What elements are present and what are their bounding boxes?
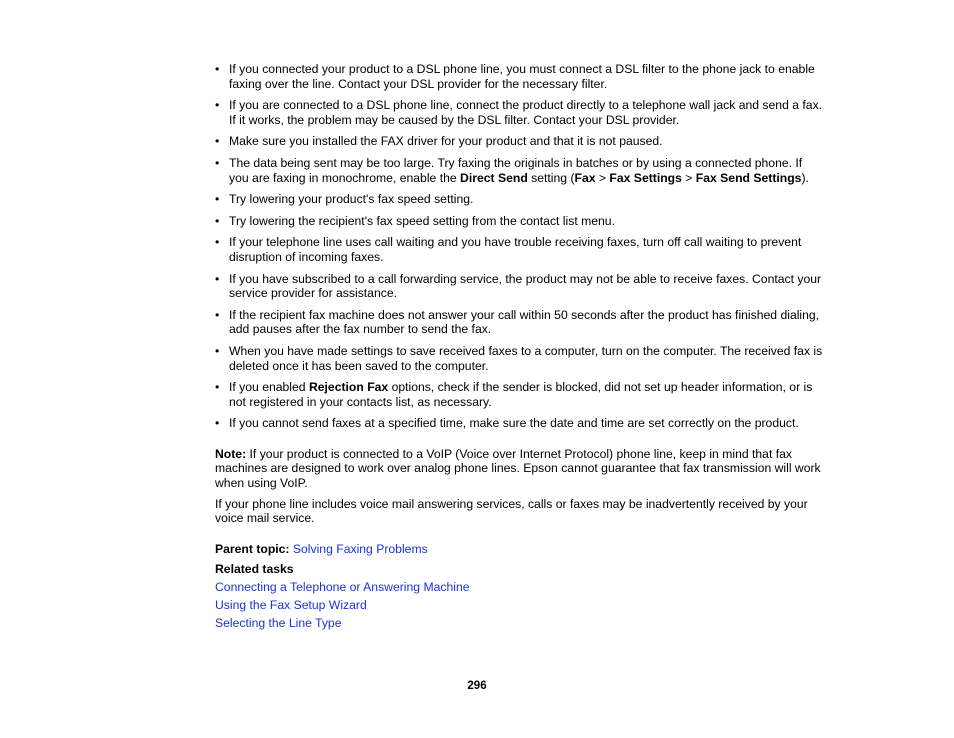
related-tasks-heading: Related tasks — [215, 562, 294, 577]
bullet-text: If your telephone line uses call waiting and you have trouble receiving faxes, turn off call waiting to prevent disruption of incoming faxes. — [229, 235, 802, 264]
bold-term-fax-settings: Fax Settings — [609, 170, 682, 185]
bullet-text: Try lowering the recipient's fax speed setting from the contact list menu. — [229, 213, 615, 228]
troubleshooting-list — [215, 62, 825, 431]
list-item — [215, 62, 825, 91]
list-item — [215, 214, 825, 229]
note-text: If your product is connected to a VoIP (Voice over Internet Protocol) phone line, keep in mind that fax machines are designed to work over analog phone lines. Epson cannot guarantee that fax transmission will work when using VoIP. — [215, 446, 821, 491]
list-item — [215, 416, 825, 431]
bullet-text: Try lowering your product's fax speed setting. — [229, 192, 474, 207]
bullet-text-part: If you enabled — [229, 380, 309, 395]
bullet-glyph: • — [215, 235, 220, 250]
bullet-text: If you connected your product to a DSL phone line, you must connect a DSL filter to the phone jack to enable faxing over the line. Contact your DSL provider for the necessary filter. — [229, 62, 815, 91]
bullet-glyph: • — [215, 192, 220, 207]
related-task-link-selecting-line-type[interactable]: Selecting the Line Type — [215, 616, 342, 631]
page-number: 296 — [467, 680, 487, 692]
parent-topic-link[interactable]: Solving Faxing Problems — [292, 541, 428, 556]
bullet-text-part: ). — [801, 170, 809, 185]
bullet-glyph: • — [215, 134, 220, 149]
list-item — [215, 235, 825, 264]
bullet-text: If the recipient fax machine does not answer your call within 50 seconds after the product has finished dialing, add pauses after the fax number to send the fax. — [229, 307, 820, 337]
bullet-text-part: options, check if the sender is blocked, did not set up header information, or is not registered in your contacts list, as necessary. — [229, 380, 813, 409]
related-task-link-connecting-telephone[interactable]: Connecting a Telephone or Answering Machine — [215, 580, 470, 595]
bullet-text — [229, 380, 812, 409]
bold-term-direct-send: Direct Send — [460, 170, 528, 185]
bold-term-rejection-fax: Rejection Fax — [308, 380, 389, 395]
note-label: Note: — [215, 446, 247, 461]
bullet-glyph: • — [215, 155, 220, 170]
bullet-text: When you have made settings to save received faxes to a computer, turn on the computer. The received fax is deleted once it has been saved to the computer. — [229, 343, 823, 373]
bullet-glyph: • — [215, 271, 220, 286]
list-item — [215, 192, 825, 207]
document-body — [215, 62, 825, 634]
bullet-glyph: • — [215, 416, 220, 431]
list-item — [215, 98, 825, 127]
list-item — [215, 344, 825, 373]
bullet-text: If you are connected to a DSL phone line, connect the product directly to a telephone wall jack and send a fax. If it works, the problem may be caused by the DSL filter. Contact your DSL provider. — [229, 98, 823, 127]
bullet-text-part: setting ( — [527, 170, 575, 185]
voip-note — [215, 447, 825, 491]
bullet-text-part: The data being sent may be too large. Try faxing the originals in batches or by using a connected phone. If you are faxing in monochrome, enable the — [229, 155, 803, 185]
bullet-text: If you have subscribed to a call forwarding service, the product may not be able to receive faxes. Contact your service provider for assistance. — [229, 271, 822, 301]
list-item — [215, 308, 825, 337]
bullet-glyph: • — [215, 380, 220, 395]
bullet-glyph: • — [215, 343, 220, 358]
bullet-glyph: • — [215, 307, 220, 322]
list-item — [215, 134, 825, 149]
related-task-link-fax-setup-wizard[interactable]: Using the Fax Setup Wizard — [215, 598, 367, 613]
bullet-glyph: • — [215, 213, 220, 228]
voicemail-paragraph: If your phone line includes voice mail answering services, calls or faxes may be inadvertently received by your voice mail service. — [215, 496, 808, 526]
list-item — [215, 272, 825, 301]
list-item — [215, 380, 825, 409]
related-tasks-list — [215, 580, 825, 631]
bullet-glyph: • — [215, 98, 220, 113]
bold-term-fax-send-settings: Fax Send Settings — [695, 170, 802, 185]
bullet-text-part: > — [595, 170, 610, 185]
bullet-text: Make sure you installed the FAX driver for your product and that it is not paused. — [229, 134, 663, 149]
bullet-text-part: > — [681, 170, 696, 185]
bullet-glyph: • — [215, 62, 220, 76]
parent-topic-label: Parent topic: — [215, 541, 290, 556]
list-item — [215, 156, 825, 185]
bold-term-fax: Fax — [574, 170, 596, 185]
bullet-text — [229, 156, 809, 185]
bullet-text: If you cannot send faxes at a specified time, make sure the date and time are set correctly on the product. — [229, 416, 799, 431]
parent-topic — [215, 542, 825, 557]
